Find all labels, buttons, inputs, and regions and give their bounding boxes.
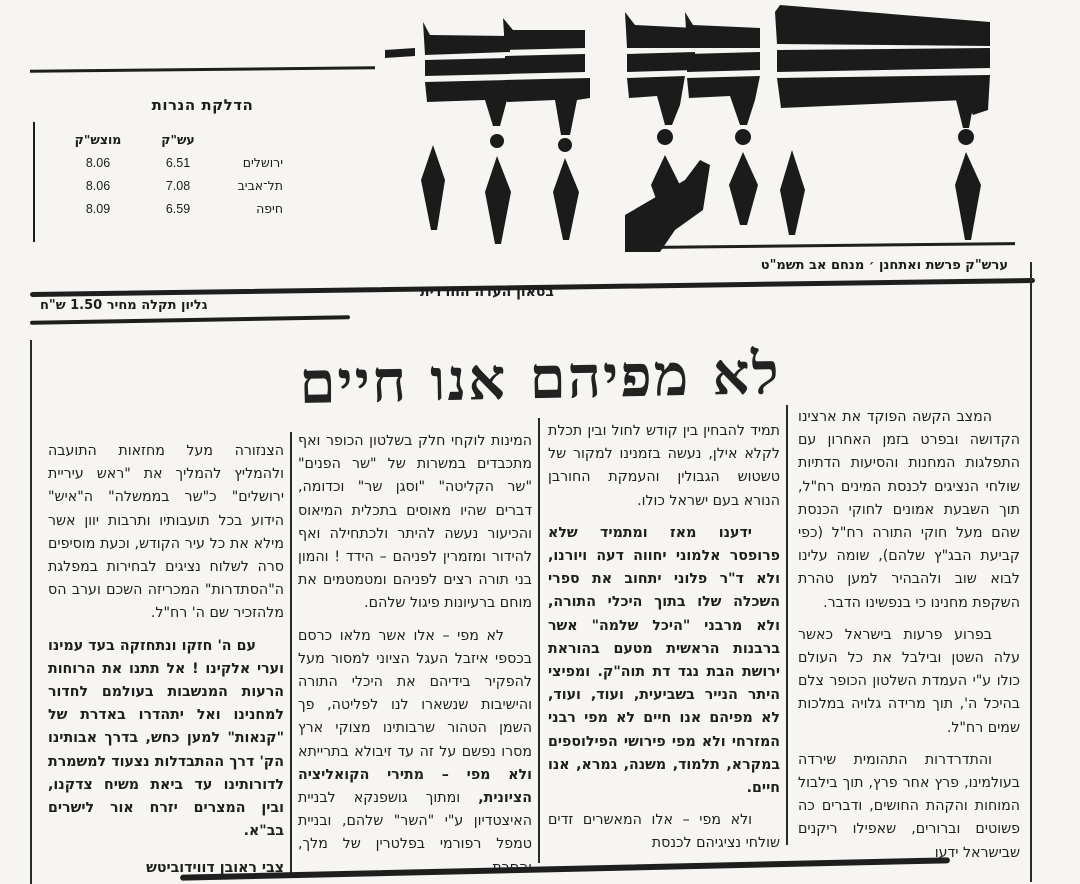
- paragraph: [298, 625, 532, 880]
- frame-left-line: [30, 340, 32, 884]
- lighting-time: 6.59: [165, 201, 191, 216]
- candle-lighting-title: הדלקת הנרות: [151, 96, 254, 114]
- column-divider: [786, 405, 788, 845]
- candle-row: [48, 197, 283, 220]
- paragraph-text: לא מפי – אלו אשר מלאו כרסם בכספי איזבל העגל הציוני למסור מעל להפקיר בידיהם את היכלי התורה והישיבות שנשארו לנו לפליטה, פך השמן הטהור שרבותינו מצוקי ארץ מסרו נפשם על זה עד זיבולא בתרייתא: [298, 627, 532, 760]
- paragraph: המצב הקשה הפוקד את ארצינו הקדושה ובפרט בזמן האחרון עם התפלגות המחנות והסיעות הדתיות שולחי הנציגים לכנסת המינים רח"ל, תוך השבעת אמונים לחוקי הכנסת שהם מעל חוקי התורה רח"ל (כפי קביעת הבג"ץ שלהם), שומה עלינו לבוא שוב ולהבהיר למען טהרת השקפת מחנינו כי בנפשינו הדבר.: [798, 409, 1020, 611]
- article-column-4: [48, 440, 284, 881]
- publication-organ: בטאון העדה החרדית: [420, 284, 554, 300]
- havdalah-time: 8.09: [85, 201, 111, 216]
- candle-row: [48, 151, 283, 174]
- paragraph: והתדרדרות התהומית שירדה בעולמינו, פרץ אחר פרץ, תוך בילבול המוחות והקהת החושים, ודברים כה פשוטים וברורים, שאפילו ריקנים שבישראל ידעו: [798, 751, 1020, 861]
- lighting-time: 7.08: [165, 178, 191, 193]
- price-rule: [30, 315, 350, 325]
- bold-paragraph: עם ה' חזקו ונתחזקה בעד עמינו וערי אלקינו ! אל תתנו את הרוחות הרעות המנשבות בעולמם לחדור למחנינו ואל יתהדרו באדרת של "קנאות" למען כחש, בדרך אבותינו הק' דרך ההתבדלות נצעוד למשמרת לדורותינו עד ביאת משיח צדקנו, ובין המצרים יזרח אור לישרים בב"א.: [48, 637, 284, 840]
- candle-row: [48, 174, 283, 197]
- issue-dateline: ערש"ק פרשת ואתחנן ׳ מנחם אב תשמ"ט: [760, 258, 1008, 273]
- column-divider: [538, 418, 540, 863]
- city-name: ירושלים: [242, 155, 283, 170]
- paragraph: תמיד להבחין בין קודש לחול ובין תכלת לקלא אילן, נעשה בזמנינו למקור של טשטוש הגבולין והעמקת החורבן הנורא בעם ישראל כולו.: [548, 423, 780, 509]
- paragraph: המינות לוקחי חלק בשלטון הכופר ואף מתכבדים במשרות של "שר הפנים" "שר הקליטה" "וסגן שר" וכדומה, דברים שהיו מאוסים בתכלית המיאוס והכיעור נעשה להיתר ולכתחילה ואף להידור ומזמרין לפניהם – הידד ! והמון בני תורה רצים לפניהם ומטמטמים את מוחם ברעיונות פיגול שלהם.: [298, 433, 532, 612]
- candle-box-left-rule: [33, 122, 35, 242]
- author-signature: צבי ראובן דווידוביטש: [146, 860, 284, 877]
- masthead-title-graphic: [385, 0, 1025, 255]
- paragraph: בפרוע פרעות בישראל כאשר עלה השטן ובילבל את כל העולם כולו ע"י העמדת השלטון הכופר צלם בהיכל ה', תוך מרידה גלויה במלכות שמים רח"ל.: [798, 626, 1020, 736]
- masthead-logo: [385, 0, 1025, 255]
- bold-phrase: ולא מפי – מתירי הקואליציה הציונית,: [298, 766, 532, 807]
- header-shabbat-eve: עש"ק: [161, 132, 195, 147]
- article-column-2: [548, 420, 780, 865]
- article-headline: לא מפיהם אנו חיים: [298, 338, 782, 418]
- city-name: תל־אביב: [237, 178, 283, 193]
- article-column-3: [298, 430, 532, 880]
- masthead-top-left-rule: [30, 66, 375, 73]
- city-name: חיפה: [256, 201, 283, 216]
- header-shabbat-end: מוצש"ק: [74, 132, 122, 147]
- article-column-1: [798, 406, 1020, 874]
- candle-lighting-table: [48, 128, 283, 220]
- havdalah-time: 8.06: [85, 155, 111, 170]
- bold-paragraph: ידענו מאז ומתמיד שלא פרופסר אלמוני יחווה דעה ויורנו, ולא ד"ר פלוני יתחוב את ספרי השכלה שלו בתוך היכלי התורה, ולא מרבני "היכל שלמה" אשר ברבנות הראשית מטעם בהוראת ירושת הבת נגד דת תוה"ק. ומפיצי היתר הנייר בשביעית, ועוד, ועוד, לא מפיהם אנו חיים לא מפי רבני המזרחי ולא מפי פירושי הפילוספים במקרא, תלמוד, משנה, גמרא, אנו חיים.: [548, 524, 780, 797]
- issue-price: גליון תקלה מחיר 1.50 ש"ח: [40, 298, 208, 313]
- paragraph: הצנזורה מעל מחזאות התועבה ולהמליץ להמליך את "ראש עיריית ירושלים" כ"שר בממשלה" ה"איש" הידוע בכל תועבותיו ותרבות יוון אשר מילא את כל עיר הקודש, וכעת מוסיפים סרה לשלוח נציגים לבחירות במפלגת ה"הסתדרות" המכריזה השכם וערב הס מלהזכיר שם ה' רח"ל.: [48, 443, 284, 622]
- candle-table-header: [48, 128, 283, 151]
- paragraph: ולא מפי – אלו המאשרים זדים שולחי נציגיהם לכנסת: [548, 812, 780, 852]
- frame-right-line: [1030, 262, 1032, 882]
- column-divider: [290, 432, 292, 877]
- havdalah-time: 8.06: [85, 178, 111, 193]
- paragraph-text: ומתוך גושפנקא לבניית האיצטדיון ע"י "השר" שלהם, ובניית טמפל רפורמי בפלטרין של מלך, והסרת: [298, 790, 532, 876]
- lighting-time: 6.51: [165, 155, 191, 170]
